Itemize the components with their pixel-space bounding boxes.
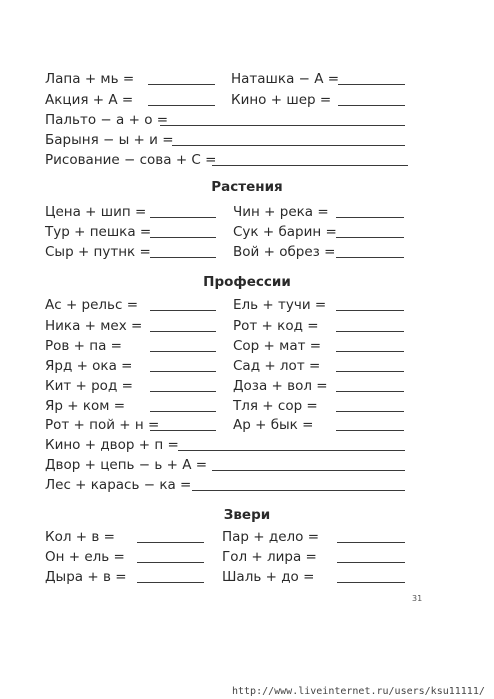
professions-expr: Сор + мат =	[233, 338, 322, 354]
answer-line[interactable]	[148, 84, 215, 85]
intro-expr: Барыня − ы + и =	[45, 132, 174, 148]
answer-line[interactable]	[337, 582, 405, 583]
intro-expr: Пальто − а + о =	[45, 112, 169, 128]
animals-expr: Он + ель =	[45, 549, 125, 565]
professions-expr: Доза + вол =	[233, 378, 328, 394]
professions-expr: Яр + ком =	[45, 398, 126, 414]
professions-expr: Лес + карась − ка =	[45, 477, 192, 493]
professions-expr: Ров + па =	[45, 338, 122, 354]
answer-line[interactable]	[336, 310, 404, 311]
professions-expr: Ар + бык =	[233, 417, 314, 433]
animals-expr: Шаль + до =	[222, 569, 315, 585]
professions-expr: Рот + пой + н =	[45, 417, 160, 433]
answer-line[interactable]	[137, 542, 204, 543]
answer-line[interactable]	[150, 331, 216, 332]
answer-line[interactable]	[336, 371, 404, 372]
plants-expr: Тур + пешка =	[45, 224, 152, 240]
answer-line[interactable]	[338, 105, 405, 106]
section-title-plants: Растения	[211, 179, 283, 195]
intro-expr: Рисование − сова + С =	[45, 152, 217, 168]
answer-line[interactable]	[336, 430, 404, 431]
answer-line[interactable]	[337, 562, 405, 563]
professions-expr: Тля + сор =	[233, 398, 318, 414]
answer-line[interactable]	[160, 125, 405, 126]
plants-expr: Сук + барин =	[233, 224, 337, 240]
animals-expr: Гол + лира =	[222, 549, 317, 565]
professions-expr: Ель + тучи =	[233, 297, 327, 313]
answer-line[interactable]	[336, 237, 404, 238]
answer-line[interactable]	[137, 582, 204, 583]
intro-expr: Лапа + мь =	[45, 71, 135, 87]
answer-line[interactable]	[336, 411, 404, 412]
answer-line[interactable]	[336, 257, 404, 258]
answer-line[interactable]	[137, 562, 204, 563]
plants-expr: Цена + шип =	[45, 204, 147, 220]
professions-expr: Ас + рельс =	[45, 297, 139, 313]
professions-expr: Кино + двор + п =	[45, 437, 179, 453]
professions-expr: Рот + код =	[233, 318, 319, 334]
answer-line[interactable]	[148, 105, 215, 106]
answer-line[interactable]	[212, 470, 405, 471]
plants-expr: Вой + обрез =	[233, 244, 336, 260]
answer-line[interactable]	[150, 430, 216, 431]
section-title-professions: Профессии	[203, 274, 291, 290]
professions-expr: Сад + лот =	[233, 358, 321, 374]
intro-expr: Кино + шер =	[231, 92, 332, 108]
answer-line[interactable]	[150, 391, 216, 392]
plants-expr: Сыр + путнк =	[45, 244, 151, 260]
answer-line[interactable]	[150, 217, 216, 218]
answer-line[interactable]	[172, 145, 405, 146]
answer-line[interactable]	[338, 84, 405, 85]
answer-line[interactable]	[150, 351, 216, 352]
answer-line[interactable]	[150, 411, 216, 412]
source-url-footer: http://www.liveinternet.ru/users/ksu11111/	[232, 686, 485, 697]
professions-expr: Двор + цепь − ь + А =	[45, 457, 208, 473]
answer-line[interactable]	[336, 331, 404, 332]
answer-line[interactable]	[150, 257, 216, 258]
animals-expr: Кол + в =	[45, 529, 115, 545]
answer-line[interactable]	[150, 310, 216, 311]
animals-expr: Дыра + в =	[45, 569, 127, 585]
professions-expr: Кит + род =	[45, 378, 133, 394]
intro-expr: Наташка − А =	[231, 71, 340, 87]
answer-line[interactable]	[150, 371, 216, 372]
intro-expr: Акция + А =	[45, 92, 134, 108]
answer-line[interactable]	[178, 450, 405, 451]
answer-line[interactable]	[192, 490, 405, 491]
section-title-animals: Звери	[223, 507, 271, 523]
page-number: 31	[412, 594, 423, 603]
professions-expr: Ника + мех =	[45, 318, 143, 334]
professions-expr: Ярд + ока =	[45, 358, 133, 374]
answer-line[interactable]	[337, 542, 405, 543]
plants-expr: Чин + река =	[233, 204, 329, 220]
answer-line[interactable]	[212, 165, 408, 166]
answer-line[interactable]	[336, 391, 404, 392]
answer-line[interactable]	[150, 237, 216, 238]
answer-line[interactable]	[336, 217, 404, 218]
animals-expr: Пар + дело =	[222, 529, 320, 545]
answer-line[interactable]	[336, 351, 404, 352]
